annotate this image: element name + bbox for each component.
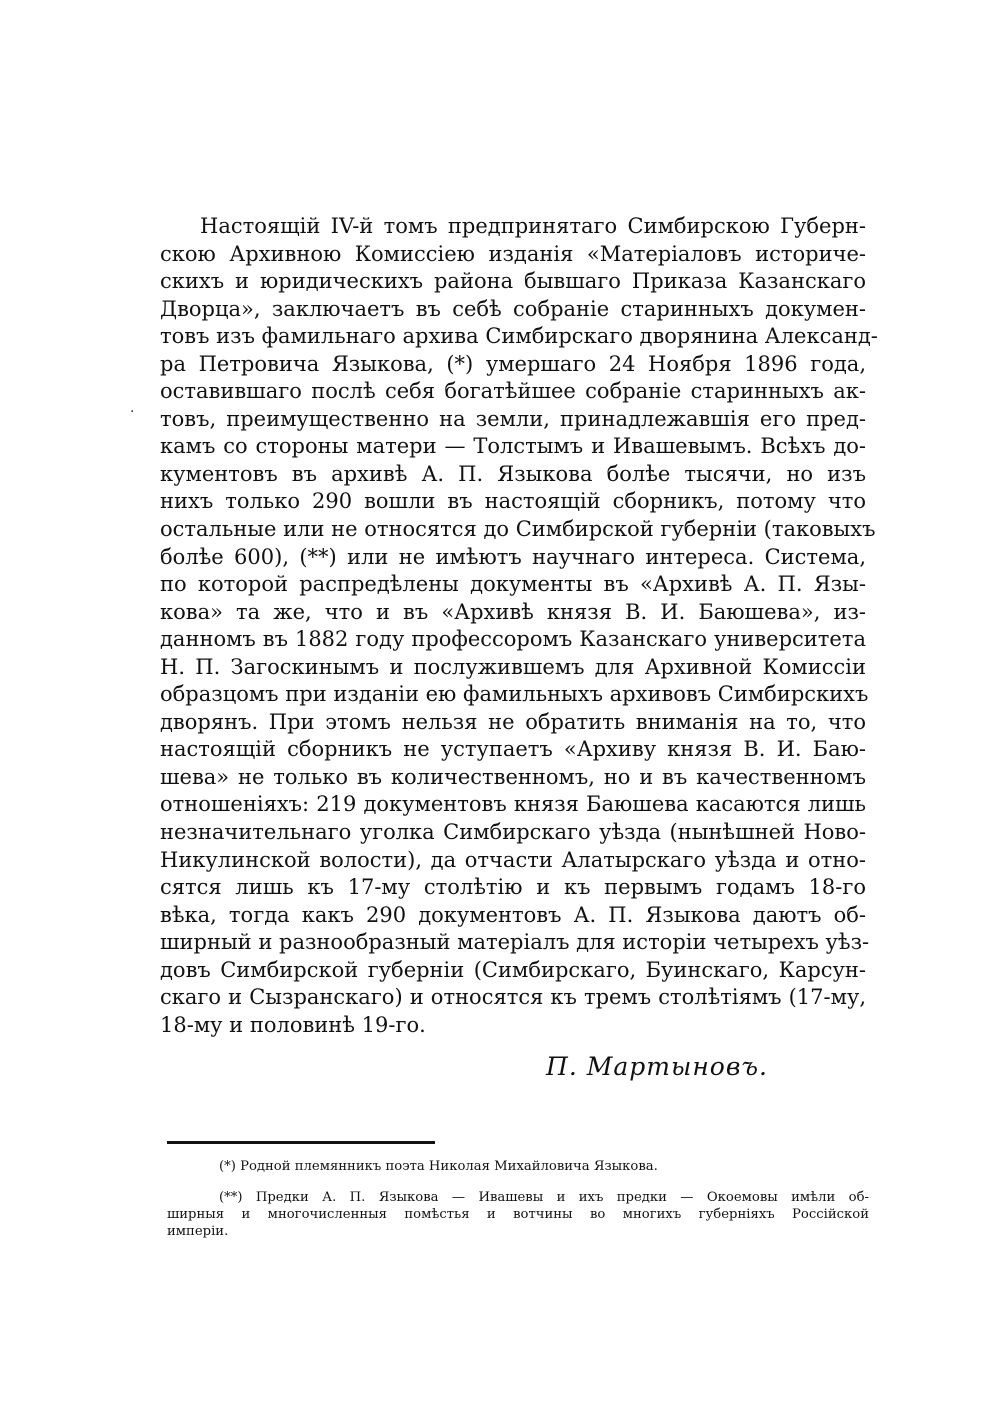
- text-line: Н. П. Загоскинымъ и послужившемъ для Архивной Комиссіи: [160, 654, 866, 679]
- text-line: дворянъ. При этомъ нельзя не обратить вниманія на то, что: [160, 709, 866, 734]
- text-line: шева» не только въ количественномъ, но и въ качественномъ: [160, 764, 866, 789]
- text-line: сятся лишь къ 17-му столѣтію и къ первымъ годамъ 18-го: [160, 875, 866, 900]
- text-line: Никулинской волости), да отчасти Алатырскаго уѣзда и отно-: [160, 847, 866, 872]
- text-line: товъ, преимущественно на земли, принадлежавшія его пред-: [160, 406, 866, 431]
- footnotes: [167, 1158, 869, 1240]
- text-line: скою Архивною Комиссіею изданія «Матеріаловъ историче-: [160, 241, 866, 266]
- text-line: отношеніяхъ: 219 документовъ князя Баюшева касаются лишь: [160, 792, 866, 817]
- text-line: образцомъ при изданіи ею фамильныхъ архивовъ Симбирскихъ: [160, 682, 869, 707]
- stray-mark-dot: ·: [130, 404, 135, 420]
- text-line: настоящій сборникъ не уступаетъ «Архиву князя В. И. Баю-: [160, 737, 866, 762]
- text-line: 18-му и половинѣ 19-го.: [160, 1012, 426, 1037]
- text-line: Дворца», заключаетъ въ себѣ собраніе старинныхъ докумен-: [160, 296, 866, 321]
- text-line: кова» та же, что и въ «Архивѣ князя В. И. Баюшева», из-: [160, 599, 866, 624]
- text-line: ра Петровича Языкова, (*) умершаго 24 Ноября 1896 года,: [160, 351, 866, 376]
- text-line: оставившаго послѣ себя богатѣйшее собраніе старинныхъ ак-: [160, 379, 866, 404]
- text-line: камъ со стороны матери — Толстымъ и Ивашевымъ. Всѣхъ до-: [160, 434, 866, 459]
- text-line: по которой распредѣлены документы въ «Архивѣ А. П. Язы-: [160, 572, 866, 597]
- text-line: довъ Симбирской губерніи (Симбирскаго, Буинскаго, Карсун-: [160, 957, 866, 982]
- footnote-2-line: имперіи.: [167, 1224, 229, 1239]
- text-line: вѣка, тогда какъ 290 документовъ А. П. Языкова даютъ об-: [160, 902, 866, 927]
- text-line: нихъ только 290 вошли въ настоящій сборникъ, потому что: [160, 489, 866, 514]
- text-line: скаго и Сызранскаго) и относятся къ тремъ столѣтіямъ (17-му,: [160, 985, 866, 1010]
- text-line: болѣе 600), (**) или не имѣютъ научнаго интереса. Система,: [160, 544, 866, 569]
- text-line: незначительнаго уголка Симбирскаго уѣзда (нынѣшней Ново-: [160, 820, 866, 845]
- author-signature: П. Мартыновъ.: [546, 1052, 768, 1081]
- text-line: ширный и разнообразный матеріалъ для исторіи четырехъ уѣз-: [160, 930, 870, 955]
- text-line: скихъ и юридическихъ района бывшаго Приказа Казанскаго: [160, 269, 866, 294]
- text-line: остальные или не относятся до Симбирской губерніи (таковыхъ: [160, 517, 876, 542]
- footnote-2-line: (**) Предки А. П. Языкова — Ивашевы и ихъ предки — Окоемовы имѣли об-: [219, 1190, 869, 1205]
- text-line: товъ изъ фамильнаго архива Симбирскаго дворянина Александ-: [160, 324, 878, 349]
- text-line: данномъ въ 1882 году профессоромъ Казанскаго университета: [160, 627, 866, 652]
- text-line: Настоящій IV-й томъ предпринятаго Симбирскою Губерн-: [200, 214, 866, 238]
- text-line: кументовъ въ архивѣ А. П. Языкова болѣе тысячи, но изъ: [160, 461, 866, 486]
- footnote-1: (*) Родной племянникъ поэта Николая Михайловича Языкова.: [219, 1159, 658, 1174]
- footnote-2-line: ширныя и многочисленныя помѣстья и вотчины во многихъ губерніяхъ Россійской: [167, 1207, 869, 1222]
- body-paragraph: [160, 213, 878, 1039]
- footnote-divider: [167, 1141, 435, 1144]
